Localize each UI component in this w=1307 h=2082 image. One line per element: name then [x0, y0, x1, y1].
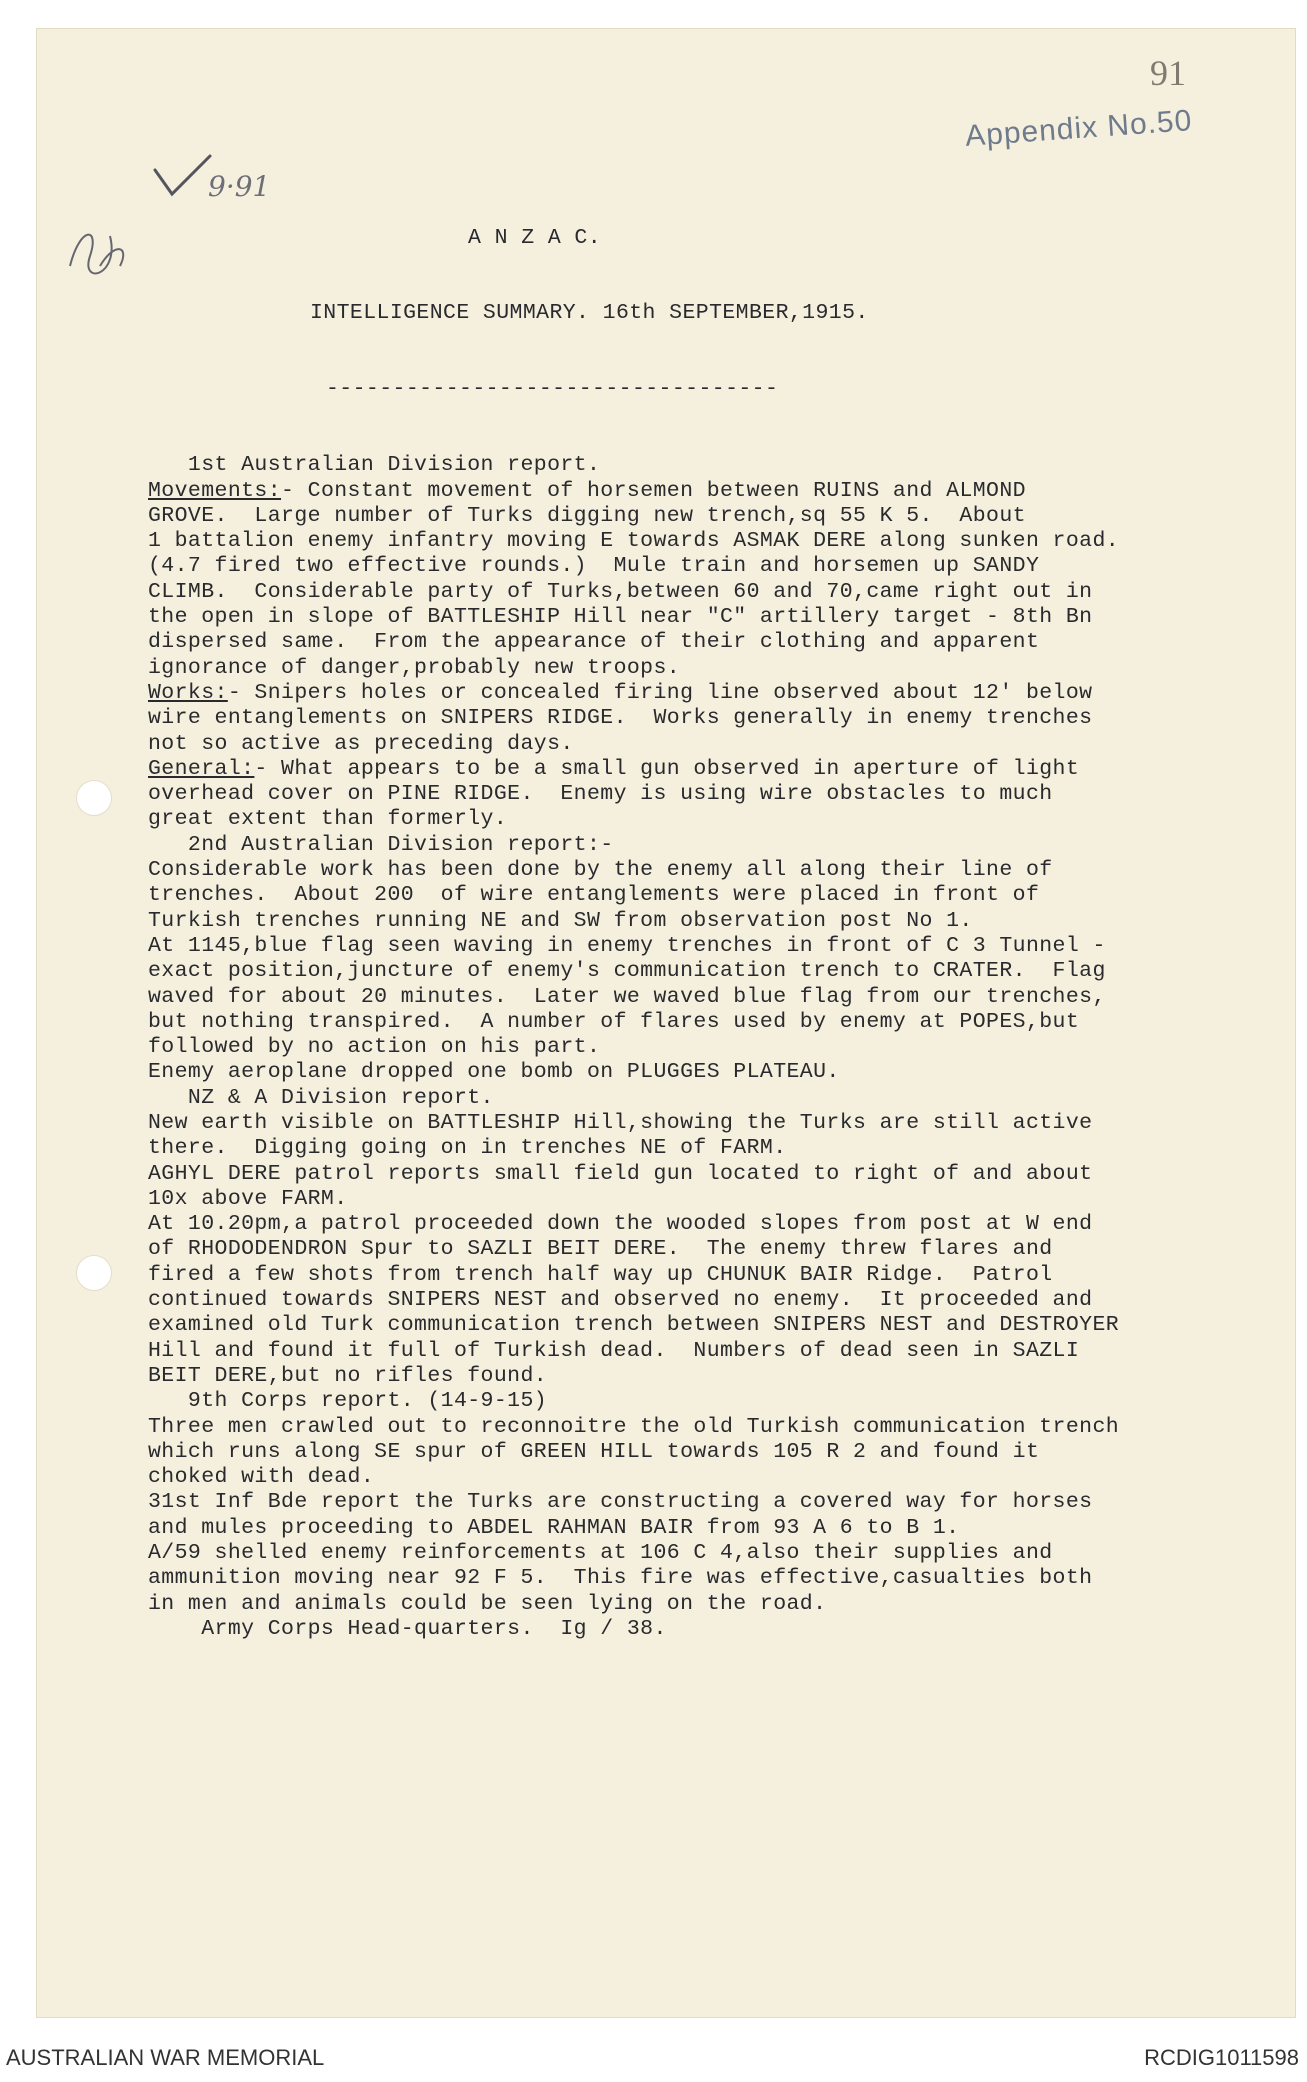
report-body: [148, 453, 1268, 1642]
report-line: NZ & A Division report.: [148, 1085, 494, 1110]
report-line: Hill and found it full of Turkish dead. Numbers of dead seen in SAZLI: [148, 1338, 1080, 1363]
report-line: but nothing transpired. A number of flares used by enemy at POPES,but: [148, 1009, 1080, 1034]
report-line: great extent than formerly.: [148, 807, 508, 832]
report-line: 31st Inf Bde report the Turks are constructing a covered way for horses: [148, 1490, 1093, 1515]
report-line: followed by no action on his part.: [148, 1035, 601, 1060]
report-line: 1 battalion enemy infantry moving E towards ASMAK DERE along sunken road.: [148, 529, 1120, 554]
footer-id: RCDIG1011598: [1144, 2045, 1299, 2070]
report-line: Three men crawled out to reconnoitre the old Turkish communication trench: [148, 1414, 1120, 1439]
report-line: (4.7 fired two effective rounds.) Mule train and horsemen up SANDY: [148, 554, 1040, 579]
report-line: wire entanglements on SNIPERS RIDGE. Works generally in enemy trenches: [148, 706, 1093, 731]
report-line: ammunition moving near 92 F 5. This fire was effective,casualties both: [148, 1566, 1093, 1591]
report-line: examined old Turk communication trench between SNIPERS NEST and DESTROYER: [148, 1313, 1120, 1338]
report-line: General:- What appears to be a small gun observed in aperture of light: [148, 756, 1080, 781]
report-line: GROVE. Large number of Turks digging new trench,sq 55 K 5. About: [148, 503, 1026, 528]
report-line: overhead cover on PINE RIDGE. Enemy is using wire obstacles to much: [148, 782, 1053, 807]
report-line: 1st Australian Division report.: [148, 453, 601, 478]
heading-org: A N Z A C.: [468, 225, 602, 250]
report-line: ignorance of danger,probably new troops.: [148, 655, 681, 680]
typed-summary: [148, 175, 1268, 1668]
report-line: CLIMB. Considerable party of Turks,between 60 and 70,came right out in: [148, 579, 1093, 604]
report-line: Enemy aeroplane dropped one bomb on PLUGGES PLATEAU.: [148, 1060, 840, 1085]
report-line: At 10.20pm,a patrol proceeded down the wooded slopes from post at W end: [148, 1212, 1093, 1237]
report-line: of RHODODENDRON Spur to SAZLI BEIT DERE. The enemy threw flares and: [148, 1237, 1053, 1262]
report-line: choked with dead.: [148, 1465, 375, 1490]
heading-title: INTELLIGENCE SUMMARY. 16th SEPTEMBER,1915.: [310, 301, 869, 326]
report-line: At 1145,blue flag seen waving in enemy trenches in front of C 3 Tunnel -: [148, 933, 1106, 958]
report-line: 9th Corps report. (14-9-15): [148, 1389, 548, 1414]
report-line: Movements:- Constant movement of horsemen between RUINS and ALMOND: [148, 478, 1026, 503]
report-line: 10x above FARM.: [148, 1186, 348, 1211]
report-line: New earth visible on BATTLESHIP Hill,showing the Turks are still active: [148, 1110, 1093, 1135]
report-line: dispersed same. From the appearance of their clothing and apparent: [148, 630, 1040, 655]
report-line: Army Corps Head-quarters. Ig / 38.: [148, 1616, 667, 1641]
report-line: Considerable work has been done by the enemy all along their line of: [148, 858, 1053, 883]
report-line: the open in slope of BATTLESHIP Hill near "C" artillery target - 8th Bn: [148, 605, 1093, 630]
report-line: waved for about 20 minutes. Later we waved blue flag from our trenches,: [148, 984, 1106, 1009]
report-line: in men and animals could be seen lying on the road.: [148, 1591, 827, 1616]
report-line: continued towards SNIPERS NEST and observed no enemy. It proceeded and: [148, 1288, 1093, 1313]
report-line: which runs along SE spur of GREEN HILL towards 105 R 2 and found it: [148, 1439, 1040, 1464]
report-line: and mules proceeding to ABDEL RAHMAN BAIR from 93 A 6 to B 1.: [148, 1515, 960, 1540]
report-line: fired a few shots from trench half way up CHUNUK BAIR Ridge. Patrol: [148, 1262, 1053, 1287]
appendix-stamp: Appendix No.50: [964, 104, 1194, 153]
report-line: BEIT DERE,but no rifles found.: [148, 1363, 548, 1388]
heading-rule: ----------------------------------: [326, 377, 779, 402]
report-line: AGHYL DERE patrol reports small field gun located to right of and about: [148, 1161, 1093, 1186]
initials-scribble-icon: [60, 206, 140, 286]
pencil-reference: 9·91: [208, 170, 271, 203]
page-number: 91: [1150, 53, 1186, 93]
report-line: A/59 shelled enemy reinforcements at 106 C 4,also their supplies and: [148, 1541, 1053, 1566]
report-line: Works:- Snipers holes or concealed firing line observed about 12' below: [148, 680, 1093, 705]
report-line: 2nd Australian Division report:-: [148, 832, 614, 857]
report-line: there. Digging going on in trenches NE of FARM.: [148, 1136, 787, 1161]
report-line: not so active as preceding days.: [148, 731, 574, 756]
report-line: exact position,juncture of enemy's communication trench to CRATER. Flag: [148, 959, 1106, 984]
punch-hole: [76, 1255, 112, 1291]
report-line: Turkish trenches running NE and SW from observation post No 1.: [148, 908, 973, 933]
punch-hole: [76, 780, 112, 816]
footer-source: AUSTRALIAN WAR MEMORIAL: [6, 2045, 325, 2070]
report-line: trenches. About 200 of wire entanglements were placed in front of: [148, 883, 1040, 908]
